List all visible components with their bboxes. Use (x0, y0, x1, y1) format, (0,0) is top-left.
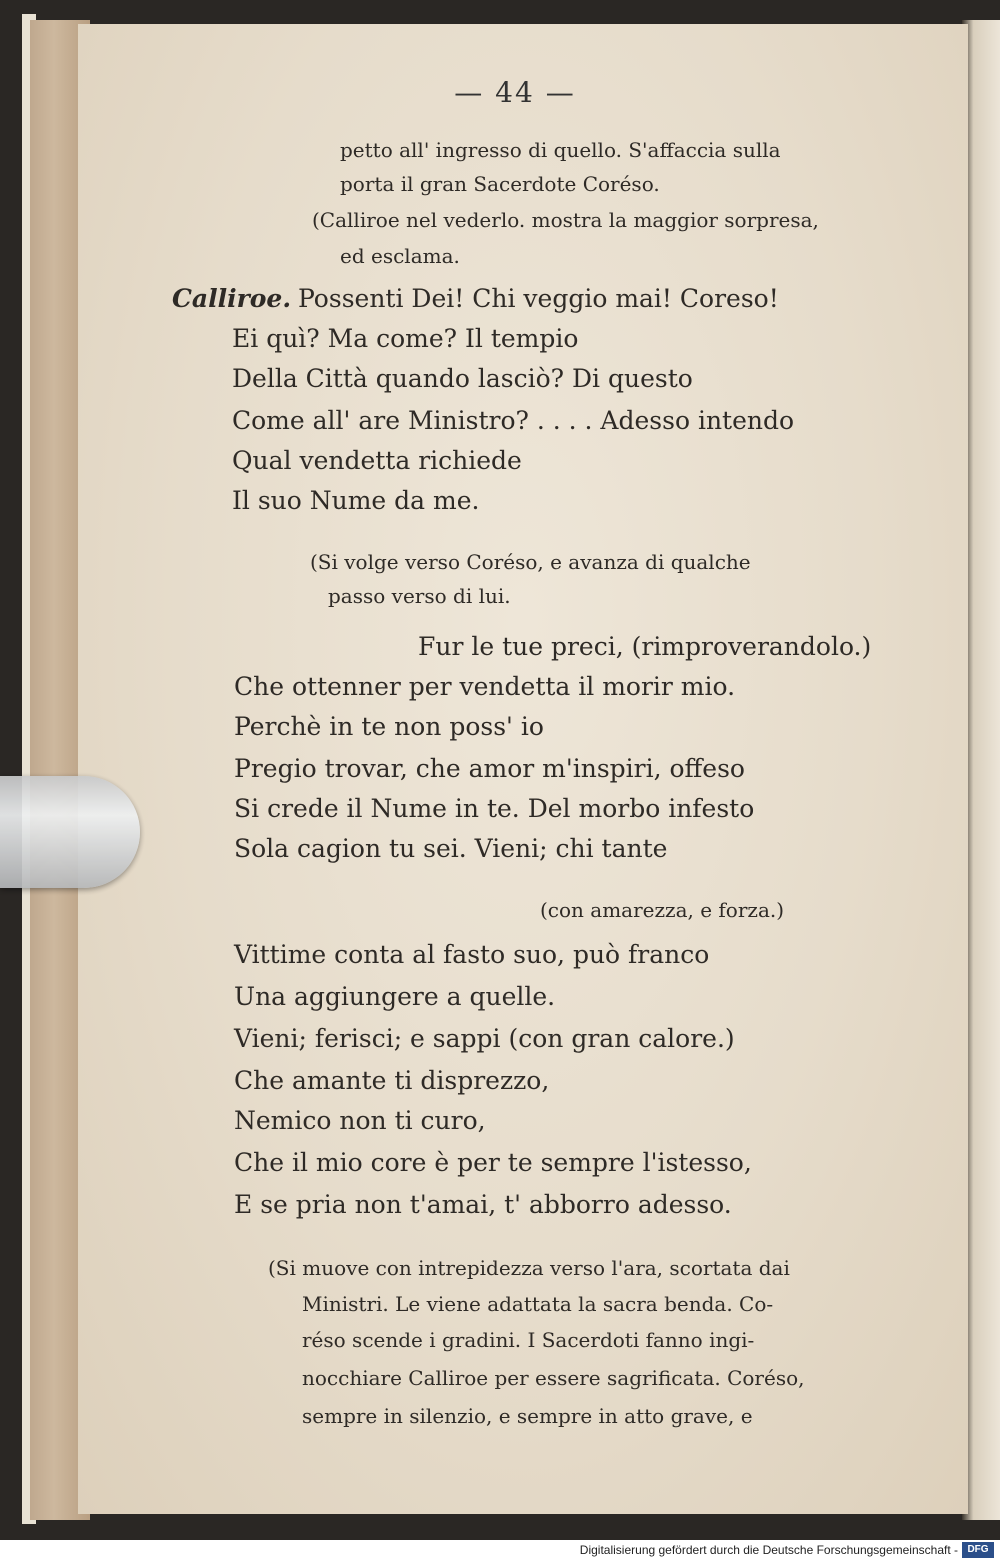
stage-direction-line: petto all' ingresso di quello. S'affaccia sulla (340, 138, 781, 162)
page-holder-clip (0, 776, 140, 888)
verse-line: Nemico non ti curo, (234, 1106, 486, 1135)
verse-line: Pregio trovar, che amor m'inspiri, offeso (234, 754, 745, 783)
digitization-footer (0, 1540, 1000, 1562)
verse-line: Che il mio core è per te sempre l'istesso, (234, 1148, 752, 1177)
stage-direction-line: passo verso di lui. (328, 584, 511, 608)
stage-direction-line: (Si volge verso Coréso, e avanza di qualche (310, 550, 751, 574)
stage-direction-line: (con amarezza, e forza.) (540, 898, 785, 922)
verse-line: Il suo Nume da me. (232, 486, 480, 515)
verse-line: Qual vendetta richiede (232, 446, 522, 475)
verse-line: Della Città quando lasciò? Di questo (232, 364, 693, 393)
verse-line: Si crede il Nume in te. Del morbo infesto (234, 794, 755, 823)
stage-direction-line: sempre in silenzio, e sempre in atto grave, e (302, 1404, 753, 1428)
page-number: — 44 — (454, 76, 576, 109)
stage-direction-line: réso scende i gradini. I Sacerdoti fanno ingi- (302, 1328, 755, 1352)
verse-line: Perchè in te non poss' io (234, 712, 544, 741)
footer-credit: Digitalisierung gefördert durch die Deutsche Forschungsgemeinschaft - (579, 1543, 958, 1557)
verse-line: Sola cagion tu sei. Vieni; chi tante (234, 834, 668, 863)
stage-direction-line: ed esclama. (340, 244, 460, 268)
verse-line: Una aggiungere a quelle. (234, 982, 556, 1011)
stage-direction-line: Ministri. Le viene adattata la sacra benda. Co- (302, 1292, 774, 1316)
verse-line: Come all' are Ministro? . . . . Adesso intendo (232, 406, 795, 435)
stage-direction-line: porta il gran Sacerdote Coréso. (340, 172, 660, 196)
speaker-name: Calliroe. (172, 284, 292, 313)
verse-line: Fur le tue preci, (rimproverandolo.) (418, 632, 872, 661)
dfg-logo: DFG (962, 1542, 994, 1558)
verse-line: Ei quì? Ma come? Il tempio (232, 324, 579, 353)
verse-line: Vittime conta al fasto suo, può franco (234, 940, 710, 969)
verse-line: Che amante ti disprezzo, (234, 1066, 550, 1095)
stage-direction-line: (Si muove con intrepidezza verso l'ara, scortata dai (268, 1256, 790, 1280)
stage-direction-line: (Calliroe nel vederlo. mostra la maggior sorpresa, (312, 208, 819, 232)
verse-line: Vieni; ferisci; e sappi (con gran calore.) (234, 1024, 735, 1053)
stage-direction-line: nocchiare Calliroe per essere sagrificata. Coréso, (302, 1366, 805, 1390)
verse-line: Che ottenner per vendetta il morir mio. (234, 672, 736, 701)
verse-line: E se pria non t'amai, t' abborro adesso. (234, 1190, 732, 1219)
verse-line: Possenti Dei! Chi veggio mai! Coreso! (298, 284, 779, 313)
